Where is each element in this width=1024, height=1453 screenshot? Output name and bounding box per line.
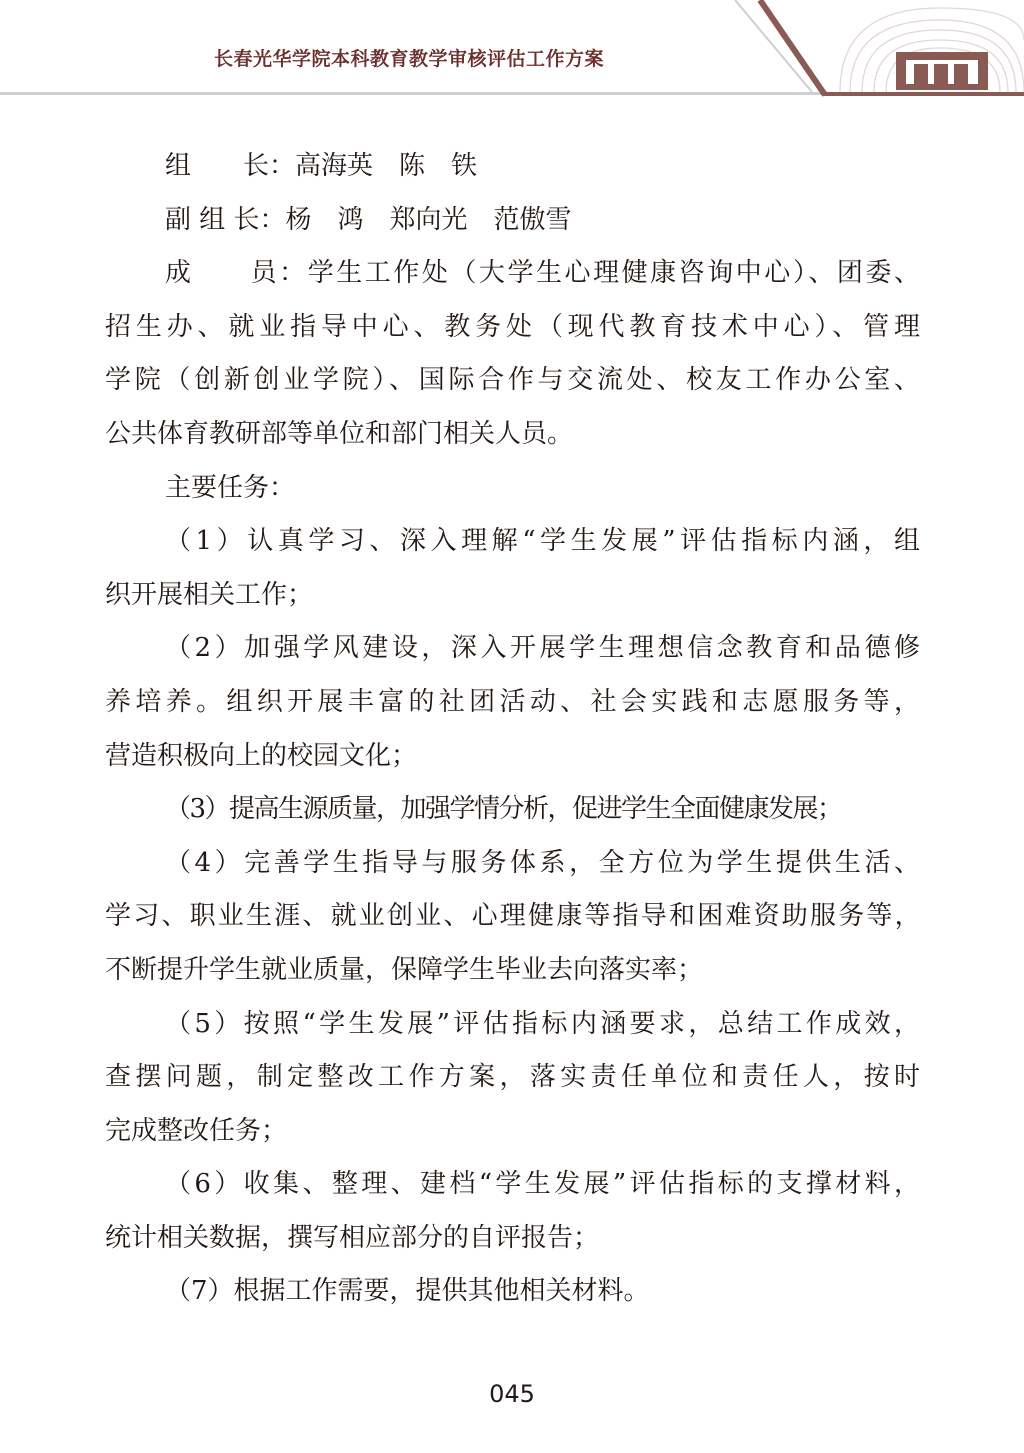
header-arches bbox=[840, 8, 1024, 92]
body-line: 学院（创新创业学院）、国际合作与交流处、校友工作办公室、 bbox=[105, 365, 920, 396]
body-line: 织开展相关工作； bbox=[105, 579, 314, 610]
body-line: 组 长：高海英 陈 铁 bbox=[165, 151, 478, 181]
body-line: 招生办、就业指导中心、教务处（现代教育技术中心）、管理 bbox=[105, 311, 920, 342]
page-header bbox=[0, 0, 1024, 100]
body-line: 养培养。组织开展丰富的社团活动、社会实践和志愿服务等， bbox=[105, 686, 920, 717]
body-line: （7）根据工作需要，提供其他相关材料。 bbox=[165, 1276, 650, 1307]
body-line: 公共体育教研部等单位和部门相关人员。 bbox=[105, 418, 574, 449]
building-emblem-icon bbox=[896, 52, 988, 90]
body-line: 查摆问题，制定整改工作方案，落实责任单位和责任人，按时 bbox=[105, 1062, 920, 1093]
body-line: （2）加强学风建设，深入开展学生理想信念教育和品德修 bbox=[165, 633, 920, 664]
body-line: （4）完善学生指导与服务体系，全方位为学生提供生活、 bbox=[165, 847, 920, 878]
document-title: 长春光华学院本科教育教学审核评估工作方案 bbox=[214, 48, 605, 70]
page-number: 045 bbox=[489, 1380, 535, 1408]
body-line: 副 组 长：杨 鸿 郑向光 范傲雪 bbox=[165, 204, 572, 235]
body-line: 不断提升学生就业质量，保障学生毕业去向落实率； bbox=[105, 954, 704, 985]
body-line: （5）按照“学生发展”评估指标内涵要求，总结工作成效， bbox=[165, 1008, 920, 1039]
header-band bbox=[822, 92, 1024, 96]
body-line: 成 员：学生工作处（大学生心理健康咨询中心）、团委、 bbox=[165, 258, 920, 289]
body-line: （1）认真学习、深入理解“学生发展”评估指标内涵，组 bbox=[165, 526, 920, 557]
section-heading: 主要任务： bbox=[165, 472, 296, 503]
body-line: （6）收集、整理、建档“学生发展”评估指标的支撑材料， bbox=[165, 1169, 920, 1200]
document-body bbox=[105, 140, 920, 1319]
body-line: 学习、职业生涯、就业创业、心理健康等指导和困难资助服务等， bbox=[105, 901, 920, 932]
header-diagonal-brown bbox=[760, 0, 825, 95]
body-line: （3）提高生源质量，加强学情分析，促进学生全面健康发展； bbox=[165, 794, 842, 825]
header-rule bbox=[0, 92, 830, 95]
body-line: 统计相关数据，撰写相应部分的自评报告； bbox=[105, 1222, 600, 1253]
body-line: 完成整改任务； bbox=[105, 1115, 288, 1146]
body-line: 营造积极向上的校园文化； bbox=[105, 740, 418, 771]
header-diagonal-gray bbox=[735, 0, 812, 92]
